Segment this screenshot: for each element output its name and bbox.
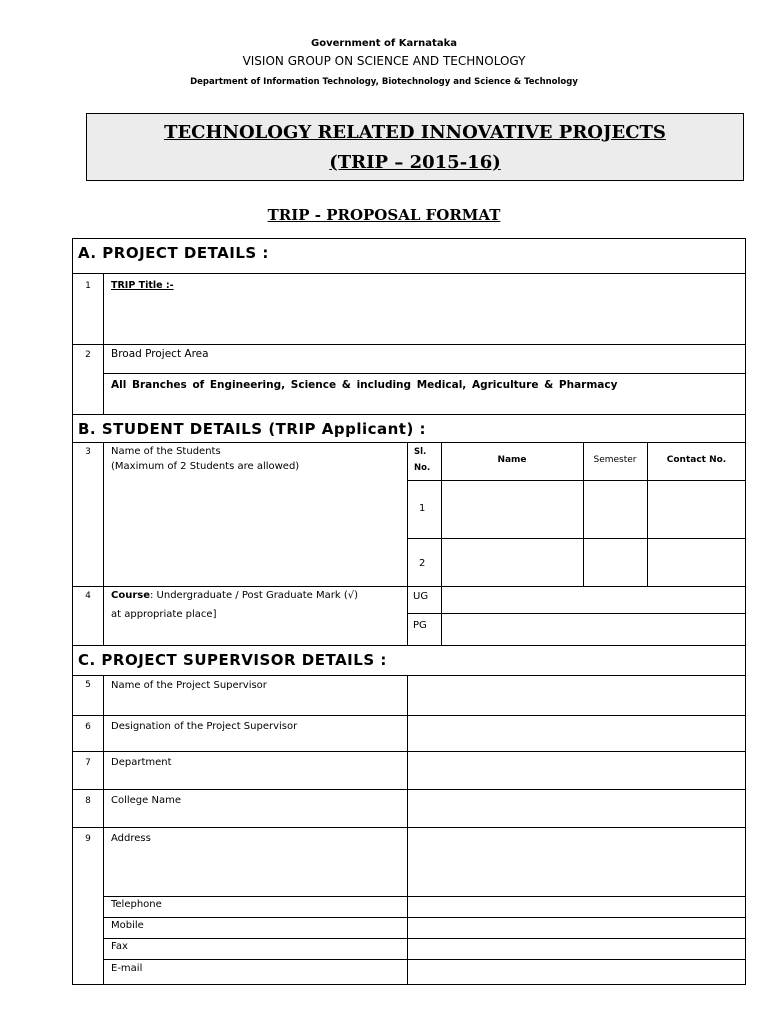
- department-heading: Department of Information Technology, Biotechnology and Science & Technology: [190, 77, 578, 87]
- vertical-rule: [407, 675, 408, 984]
- row-number: 7: [85, 758, 91, 768]
- course-line-1: [111, 590, 358, 602]
- row-number: 1: [85, 281, 91, 291]
- student-row-number: 1: [419, 503, 426, 514]
- vertical-rule: [441, 442, 442, 587]
- supervisor-name-label: Name of the Project Supervisor: [111, 680, 267, 691]
- vertical-rule: [583, 442, 584, 587]
- ug-label: UG: [413, 591, 429, 602]
- horizontal-rule: [103, 373, 745, 374]
- supervisor-designation-label: Designation of the Project Supervisor: [111, 721, 298, 732]
- col-semester-header: Semester: [593, 455, 637, 465]
- department-field[interactable]: [408, 752, 744, 788]
- vertical-rule: [103, 442, 104, 645]
- government-heading: Government of Karnataka: [311, 38, 457, 49]
- vertical-rule: [407, 442, 408, 587]
- department-label: Department: [111, 757, 172, 768]
- mobile-label: Mobile: [111, 920, 144, 931]
- form-title: TRIP - PROPOSAL FORMAT: [267, 206, 501, 224]
- broad-project-area-value: All Branches of Engineering, Science & including Medical, Agriculture & Pharmacy: [111, 379, 618, 391]
- student-2-semester-field[interactable]: [584, 539, 646, 585]
- vertical-rule: [103, 675, 104, 984]
- fax-label: Fax: [111, 941, 128, 952]
- section-b-heading: B. STUDENT DETAILS (TRIP Applicant) :: [78, 420, 427, 438]
- horizontal-rule: [73, 645, 745, 646]
- student-1-contact-field[interactable]: [648, 481, 744, 537]
- course-label: Course: [111, 590, 150, 601]
- email-label: E-mail: [111, 963, 143, 974]
- student-2-name-field[interactable]: [442, 539, 583, 585]
- row-number: 3: [85, 447, 91, 457]
- vertical-rule: [647, 442, 648, 587]
- fax-field[interactable]: [408, 939, 744, 958]
- program-title-box: [86, 113, 744, 181]
- trip-title-label: TRIP Title :-: [111, 280, 174, 291]
- telephone-field[interactable]: [408, 897, 744, 916]
- student-1-semester-field[interactable]: [584, 481, 646, 537]
- address-field[interactable]: [408, 828, 744, 895]
- program-title: TECHNOLOGY RELATED INNOVATIVE PROJECTS: [164, 122, 666, 143]
- vertical-rule: [103, 273, 104, 414]
- trip-title-field[interactable]: [104, 295, 740, 341]
- email-field[interactable]: [408, 960, 744, 983]
- broad-project-area-label: Broad Project Area: [111, 348, 209, 360]
- section-a-heading: A. PROJECT DETAILS :: [78, 244, 269, 262]
- row-number: 8: [85, 796, 91, 806]
- row-number: 4: [85, 591, 91, 601]
- course-instruction: : Undergraduate / Post Graduate Mark (√): [150, 590, 359, 601]
- course-line-2: at appropriate place]: [111, 609, 217, 620]
- horizontal-rule: [73, 414, 745, 415]
- student-1-name-field[interactable]: [442, 481, 583, 537]
- supervisor-designation-field[interactable]: [408, 716, 744, 750]
- vertical-rule: [407, 586, 408, 645]
- student-row-number: 2: [419, 558, 426, 569]
- vision-group-heading: VISION GROUP ON SCIENCE AND TECHNOLOGY: [242, 54, 526, 68]
- pg-mark-field[interactable]: [442, 614, 744, 644]
- row-number: 9: [85, 834, 91, 844]
- students-limit-note: (Maximum of 2 Students are allowed): [111, 461, 300, 472]
- row-number: 6: [85, 722, 91, 732]
- horizontal-rule: [73, 442, 745, 443]
- telephone-label: Telephone: [111, 899, 162, 910]
- col-name-header: Name: [497, 455, 527, 465]
- pg-label: PG: [413, 620, 427, 631]
- col-sl-header: Sl.: [414, 447, 427, 457]
- college-name-label: College Name: [111, 795, 181, 806]
- row-number: 2: [85, 350, 91, 360]
- ug-mark-field[interactable]: [442, 587, 744, 612]
- col-contact-header: Contact No.: [666, 455, 727, 465]
- supervisor-name-field[interactable]: [408, 676, 744, 714]
- row-number: 5: [85, 680, 91, 690]
- mobile-field[interactable]: [408, 918, 744, 937]
- section-c-heading: C. PROJECT SUPERVISOR DETAILS :: [78, 651, 387, 669]
- proposal-form-table: [72, 238, 746, 985]
- address-label: Address: [111, 833, 151, 844]
- student-2-contact-field[interactable]: [648, 539, 744, 585]
- college-name-field[interactable]: [408, 790, 744, 826]
- col-no-header: No.: [414, 463, 431, 473]
- students-label: Name of the Students: [111, 446, 221, 457]
- program-year: (TRIP – 2015-16): [329, 152, 501, 173]
- horizontal-rule: [73, 273, 745, 274]
- horizontal-rule: [73, 344, 745, 345]
